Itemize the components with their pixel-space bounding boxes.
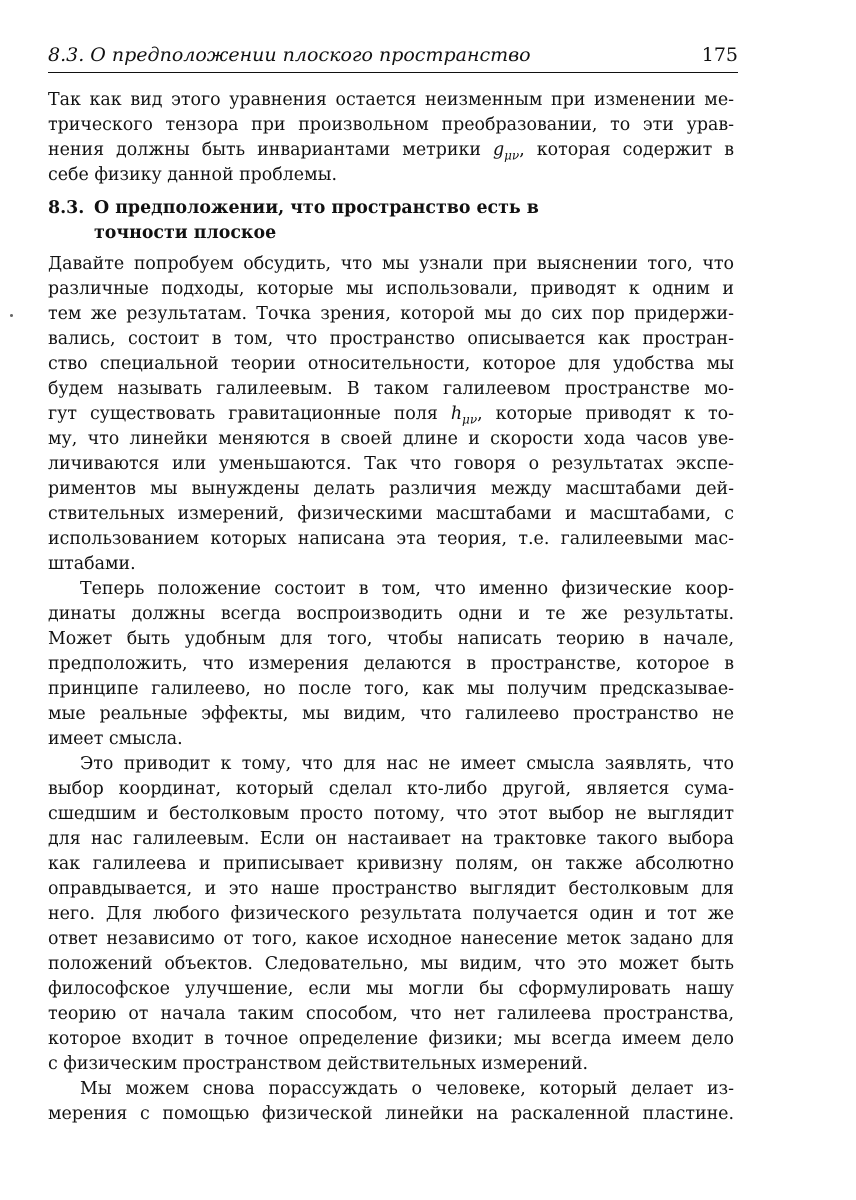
text-line: ствительных измерений, физическими масштабами и масштабами, с <box>48 504 734 524</box>
text-line: гут существовать гравитационные поля $h_{\mu\nu}$, которые приводят к то- <box>48 404 734 427</box>
section-title: О предположении, что пространство есть в <box>94 198 539 218</box>
text-line: вались, состоит в том, что пространство описывается как простран- <box>48 329 734 349</box>
running-title: 8.3. О предположении плоского пространство <box>48 44 531 66</box>
text-line: риментов мы вынуждены делать различия между масштабами дей- <box>48 479 734 499</box>
scan-speck <box>10 314 13 317</box>
field-h-symbol: h <box>450 404 463 424</box>
text-line: мые реальные эффекты, мы видим, что галилеево пространство не <box>48 704 734 724</box>
text-line: штабами. <box>48 554 136 574</box>
text-line: ответ независимо от того, какое исходное нанесение меток задано для <box>48 929 734 949</box>
text-line: Давайте попробуем обсудить, что мы узнали при выяснении того, что <box>48 254 734 274</box>
text-line: выбор координат, который сделал кто-либо другой, является сума- <box>48 779 734 799</box>
text-line: положений объектов. Следовательно, мы видим, что это может быть <box>48 954 734 974</box>
text-line: сшедшим и бестолковым просто потому, что этот выбор не выглядит <box>48 804 734 824</box>
page-header <box>48 44 738 73</box>
text-line: ство специальной теории относительности, которое для удобства мы <box>48 354 734 374</box>
text-line: Мы можем снова порассуждать о человеке, который делает из- <box>80 1079 734 1099</box>
section-title: точности плоское <box>94 223 277 243</box>
text-line: трического тензора при произвольном преобразовании, то эти урав- <box>48 115 734 135</box>
text-line: различные подходы, которые мы использовали, приводят к одним и <box>48 279 734 299</box>
text-line: теорию от начала таким способом, что нет галилеева пространства, <box>48 1004 734 1024</box>
text-line: Это приводит к тому, что для нас не имеет смысла заявлять, что <box>80 754 734 774</box>
text-line: предположить, что измерения делаются в пространстве, которое в <box>48 654 734 674</box>
text-line: имеет смысла. <box>48 729 183 749</box>
text-line: для нас галилеевым. Если он настаивает на трактовке такого выбора <box>48 829 734 849</box>
text-line: как галилеева и приписывает кривизну полям, он также абсолютно <box>48 854 734 874</box>
text-line: с физическим пространством действительных измерений. <box>48 1054 589 1074</box>
text-line: динаты должны всегда воспроизводить одни и те же результаты. <box>48 604 734 624</box>
text-line: тем же результатам. Точка зрения, которой мы до сих пор придержи- <box>48 304 734 324</box>
text-line: себе физику данной проблемы. <box>48 165 337 185</box>
text-line: Так как вид этого уравнения остается неизменным при изменении ме- <box>48 90 734 110</box>
text-line: нения должны быть инвариантами метрики $g_{\mu\nu}$, которая содержит в <box>48 140 735 163</box>
text-line: него. Для любого физического результата получается один и тот же <box>48 904 734 924</box>
text-line: Теперь положение состоит в том, что именно физические коор- <box>80 579 734 599</box>
text-line: личиваются или уменьшаются. Так что говоря о результатах экспе- <box>48 454 734 474</box>
text-line: мерения с помощью физической линейки на раскаленной пластине. <box>48 1104 734 1124</box>
text-line: принципе галилеево, но после того, как мы получим предсказывае- <box>48 679 734 699</box>
text-line: оправдывается, и это наше пространство выглядит бестолковым для <box>48 879 734 899</box>
metric-g-symbol: g <box>492 140 505 160</box>
text-line: которое входит в точное определение физики; мы всегда имеем дело <box>48 1029 734 1049</box>
page-number: 175 <box>701 44 738 66</box>
text-line: будем называть галилеевым. В таком галилеевом пространстве мо- <box>48 379 734 399</box>
text-line: му, что линейки меняются в своей длине и скорости хода часов уве- <box>48 429 734 449</box>
text-line: использованием которых написана эта теория, т.е. галилеевыми мас- <box>48 529 734 549</box>
section-number: 8.3. <box>48 198 85 218</box>
text-line: философское улучшение, если мы могли бы сформулировать нашу <box>48 979 734 999</box>
text-line: Может быть удобным для того, чтобы написать теорию в начале, <box>48 629 734 649</box>
